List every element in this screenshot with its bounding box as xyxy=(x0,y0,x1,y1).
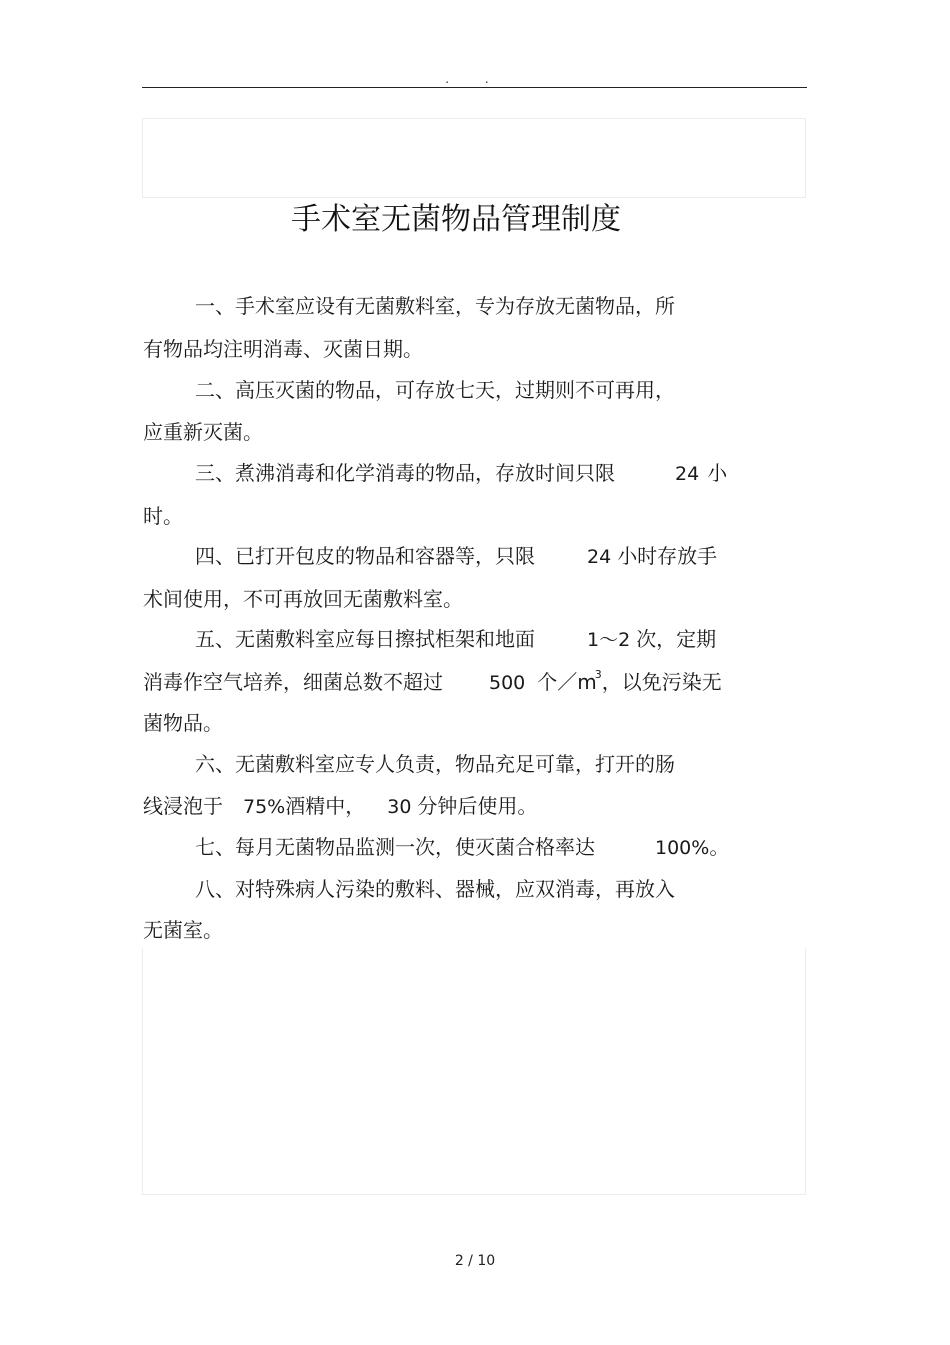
para4-text-a: 四、已打开包皮的物品和容器等，只限 xyxy=(195,544,535,568)
para6-text-c: 酒精中， xyxy=(285,794,366,818)
para5-text-2a: 消毒作空气培养，细菌总数不超过 xyxy=(143,670,443,694)
para6-text-e: 分钟后使用。 xyxy=(417,794,538,818)
top-frame xyxy=(142,118,806,198)
para5-line1 xyxy=(195,625,716,654)
para4-line2: 术间使用，不可再放回无菌敷料室。 xyxy=(143,587,463,611)
para4-number: 24 xyxy=(587,546,612,568)
para5-text-2e: ，以免污染无 xyxy=(601,670,722,694)
para2-line2: 应重新灭菌。 xyxy=(143,420,263,444)
para6-line2 xyxy=(143,792,537,821)
bottom-frame xyxy=(142,948,806,1195)
para8-line1: 八、对特殊病人污染的敷料、器械，应双消毒，再放入 xyxy=(195,877,675,901)
para3-line2: 时。 xyxy=(143,504,183,528)
para7-text-a: 七、每月无菌物品监测一次，使灭菌合格率达 xyxy=(195,835,595,859)
para7-rate: 100% xyxy=(655,837,710,859)
document-title: 手术室无菌物品管理制度 xyxy=(291,202,621,237)
para3-text-a: 三、煮沸消毒和化学消毒的物品，存放时间只限 xyxy=(195,461,615,485)
para6-minutes: 30 xyxy=(387,796,412,818)
para3-text-c: 小 xyxy=(707,461,728,485)
para7-line1 xyxy=(195,833,729,862)
para7-text-c: 。 xyxy=(709,835,730,859)
header-marks: . . xyxy=(445,72,505,86)
para5-range: 1～2 xyxy=(587,629,631,651)
para6-line1: 六、无菌敷料室应专人负责，物品充足可靠，打开的肠 xyxy=(195,752,675,776)
para2-line1: 二、高压灭菌的物品，可存放七天，过期则不可再用， xyxy=(195,378,675,402)
para6-text-a: 线浸泡于 xyxy=(143,794,223,818)
para8-line2: 无菌室。 xyxy=(143,918,223,942)
para5-text-a: 五、无菌敷料室应每日擦拭柜架和地面 xyxy=(195,627,535,651)
para5-count: 500 xyxy=(489,672,526,694)
header-rule xyxy=(142,87,807,88)
para5-unit-m: m xyxy=(577,670,597,694)
para3-line1 xyxy=(195,459,727,488)
para6-percent: 75% xyxy=(243,796,286,818)
para4-text-c: 小时存放手 xyxy=(617,544,718,568)
para5-unit-sup: 3 xyxy=(594,668,602,681)
para5-line3: 菌物品。 xyxy=(143,711,223,735)
para1-line2: 有物品均注明消毒、灭菌日期。 xyxy=(143,337,423,361)
para1-line1: 一、手术室应设有无菌敷料室，专为存放无菌物品，所 xyxy=(195,294,675,318)
para5-text-c: 次，定期 xyxy=(636,627,717,651)
para3-number: 24 xyxy=(675,463,700,485)
page-number: 2 / 10 xyxy=(454,1253,496,1269)
para5-line2 xyxy=(143,668,722,697)
para5-unit: 个／ xyxy=(537,670,578,694)
para4-line1 xyxy=(195,542,717,571)
